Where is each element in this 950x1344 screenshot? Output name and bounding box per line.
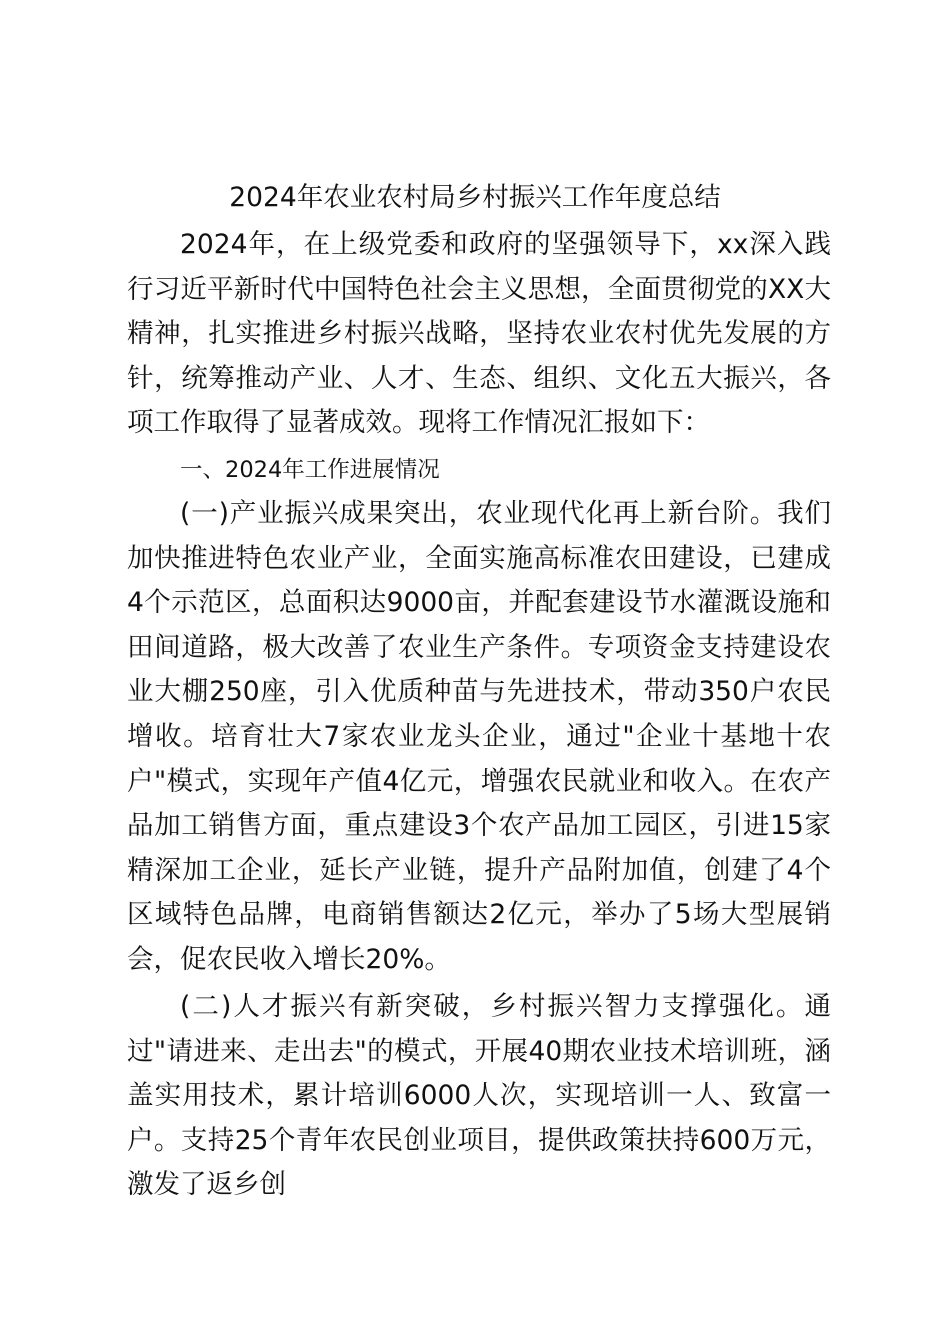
section-heading: 一、2024年工作进展情况 <box>180 457 440 483</box>
document-title: 2024年农业农村局乡村振兴工作年度总结 <box>229 182 721 213</box>
intro-paragraph: 2024年，在上级党委和政府的坚强领导下，xx深入践行习近平新时代中国特色社会主义思想，全面贯彻党的XX大精神，扎实推进乡村振兴战略，坚持农业农村优先发展的方针，统筹推动产业、人才、生态、组织、文化五大振兴，各项工作取得了显著成效。现将工作情况汇报如下： <box>127 229 831 439</box>
talent-revitalization-paragraph: (二)人才振兴有新突破，乡村振兴智力支撑强化。通过"请进来、走出去"的模式，开展40期农业技术培训班，涵盖实用技术，累计培训6000人次，实现培训一人、致富一户。支持25个青年农民创业项目，提供政策扶持600万元，激发了返乡创 <box>127 991 831 1201</box>
industry-revitalization-paragraph: (一)产业振兴成果突出，农业现代化再上新台阶。我们加快推进特色农业产业，全面实施高标准农田建设，已建成4个示范区，总面积达9000亩，并配套建设节水灌溉设施和田间道路，极大改善了农业生产条件。专项资金支持建设农业大棚250座，引入优质种苗与先进技术，带动350户农民增收。培育壮大7家农业龙头企业，通过"企业十基地十农户"模式，实现年产值4亿元，增强农民就业和收入。在农产品加工销售方面，重点建设3个农产品加工园区，引进15家精深加工企业，延长产业链，提升产品附加值，创建了4个区域特色品牌，电商销售额达2亿元，举办了5场大型展销会，促农民收入增长20%。 <box>127 498 831 975</box>
